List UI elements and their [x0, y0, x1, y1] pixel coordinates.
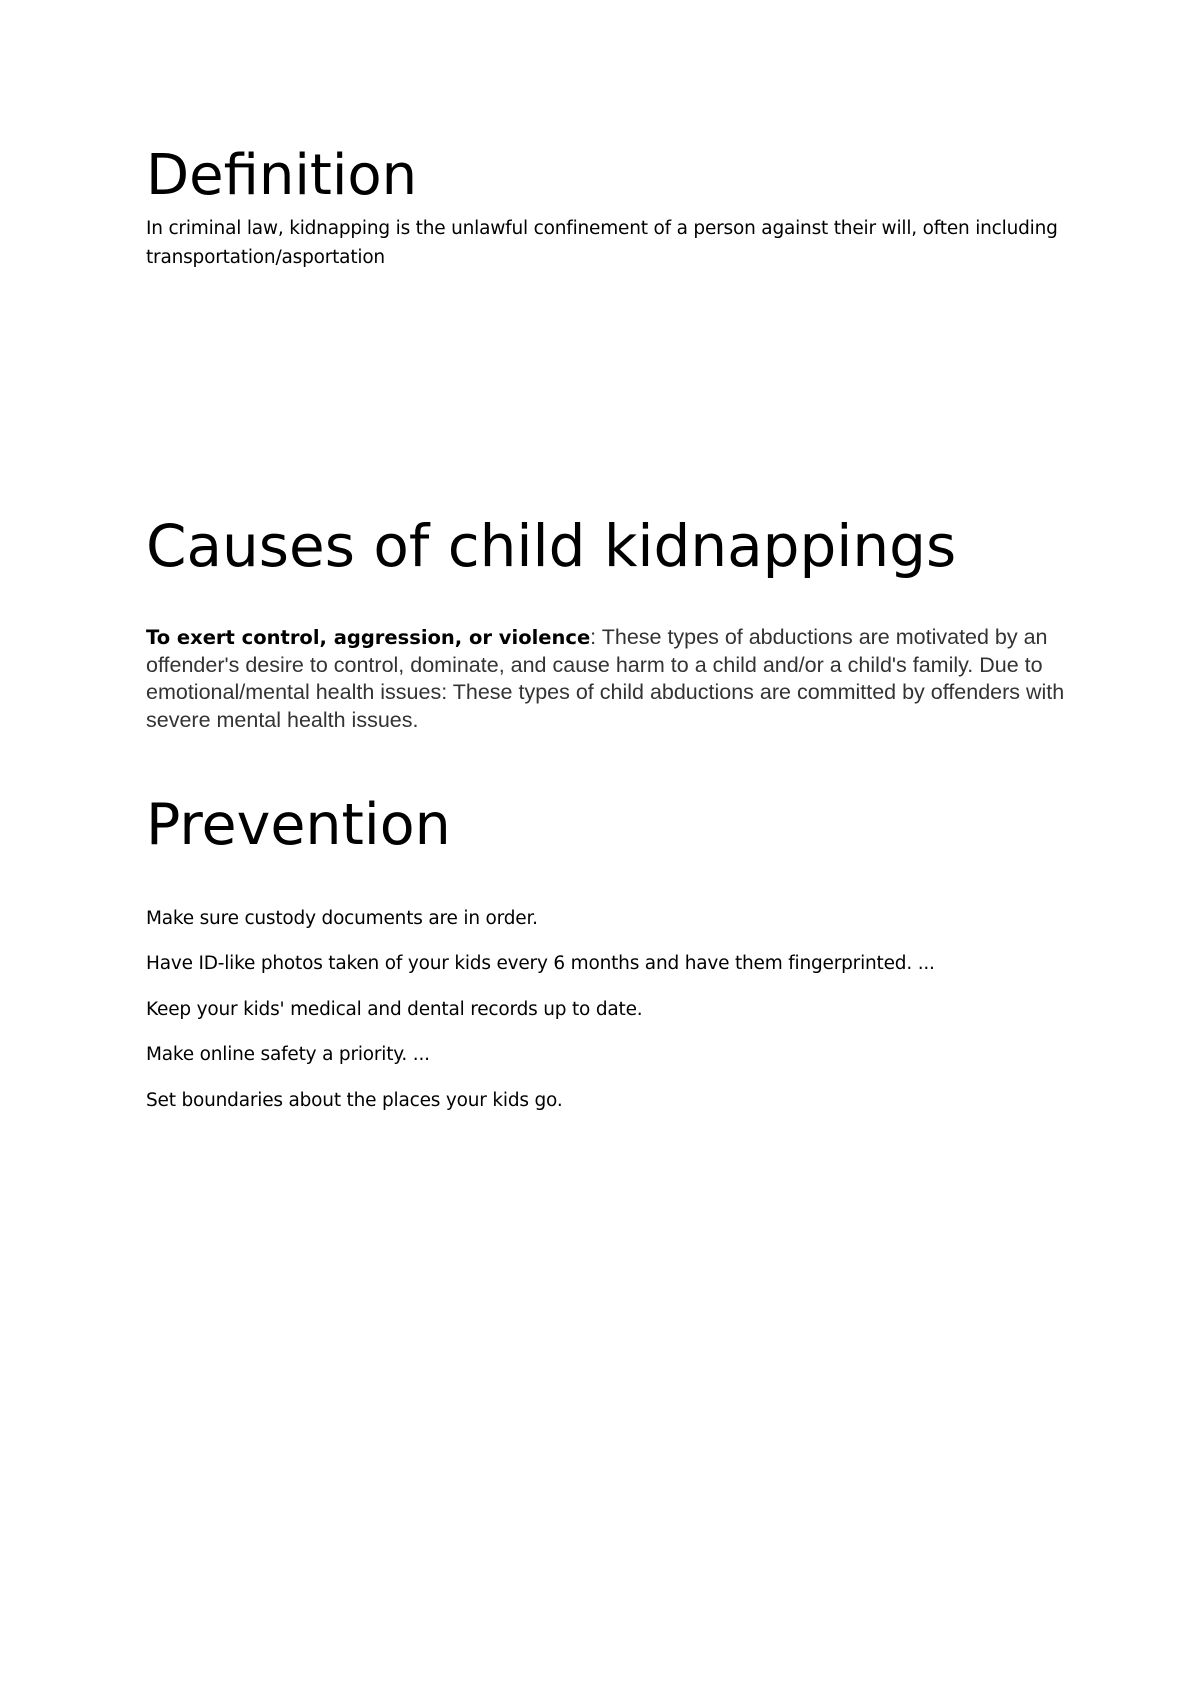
prevention-heading: Prevention — [146, 792, 451, 858]
prevention-item: Have ID-like photos taken of your kids every 6 months and have them fingerprinted. ... — [146, 953, 935, 974]
prevention-item: Set boundaries about the places your kids go. — [146, 1090, 563, 1111]
causes-heading: Causes of child kidnappings — [146, 512, 957, 580]
prevention-item: Keep your kids' medical and dental records up to date. — [146, 999, 643, 1020]
definition-heading: Definition — [146, 143, 418, 208]
prevention-item: Make online safety a priority. ... — [146, 1044, 430, 1065]
causes-lead-text: To exert control, aggression, or violence — [146, 626, 591, 649]
causes-paragraph — [146, 624, 1076, 734]
causes-body-text: : These types of abductions are motivated by an offender's desire to control, dominate, and cause harm to a child and/or a child's family. Due to emotional/mental health issues: These types of child abductions are committed by offenders with severe mental health issues. — [146, 625, 1065, 732]
prevention-item: Make sure custody documents are in order. — [146, 908, 538, 929]
definition-text: In criminal law, kidnapping is the unlawful confinement of a person against their will, often including transportation/asportation — [146, 218, 1058, 268]
